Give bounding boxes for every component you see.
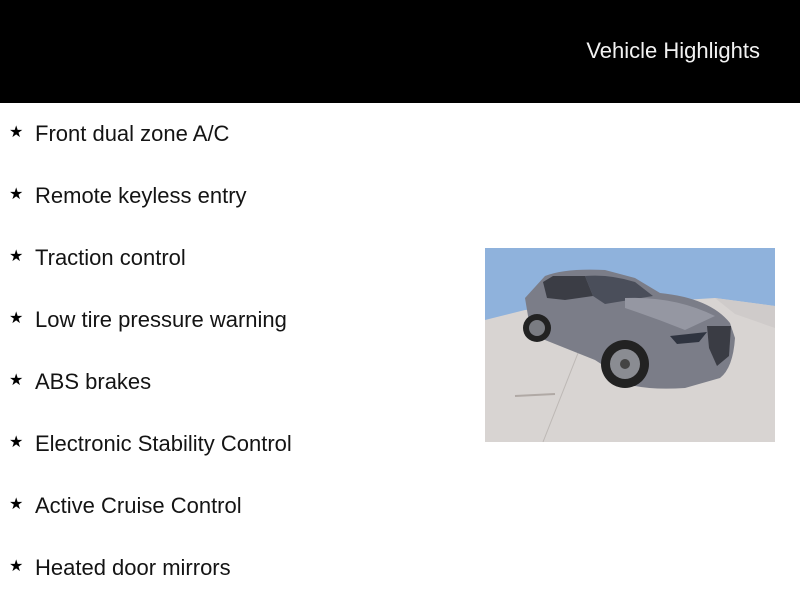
feature-item [0,240,292,302]
header-bar [0,0,800,103]
star-icon: ★ [9,434,24,451]
feature-item [0,364,292,426]
star-icon: ★ [9,248,24,265]
feature-label: Remote keyless entry [35,183,247,208]
feature-item [0,550,292,612]
star-icon: ★ [9,124,24,141]
feature-item [0,426,292,488]
feature-label: Active Cruise Control [35,493,242,518]
feature-list [0,116,292,612]
feature-item [0,488,292,550]
feature-label: Low tire pressure warning [35,307,287,332]
feature-label: Front dual zone A/C [35,121,230,146]
feature-item [0,116,292,178]
feature-label: Electronic Stability Control [35,431,292,456]
feature-label: Heated door mirrors [35,555,231,580]
star-icon: ★ [9,310,24,327]
feature-label: Traction control [35,245,186,270]
vehicle-photo [485,248,775,442]
star-icon: ★ [9,558,24,575]
star-icon: ★ [9,496,24,513]
feature-label: ABS brakes [35,369,152,394]
star-icon: ★ [9,372,24,389]
feature-item [0,302,292,364]
feature-item [0,178,292,240]
page-title: Vehicle Highlights [586,38,760,63]
star-icon: ★ [9,186,24,203]
